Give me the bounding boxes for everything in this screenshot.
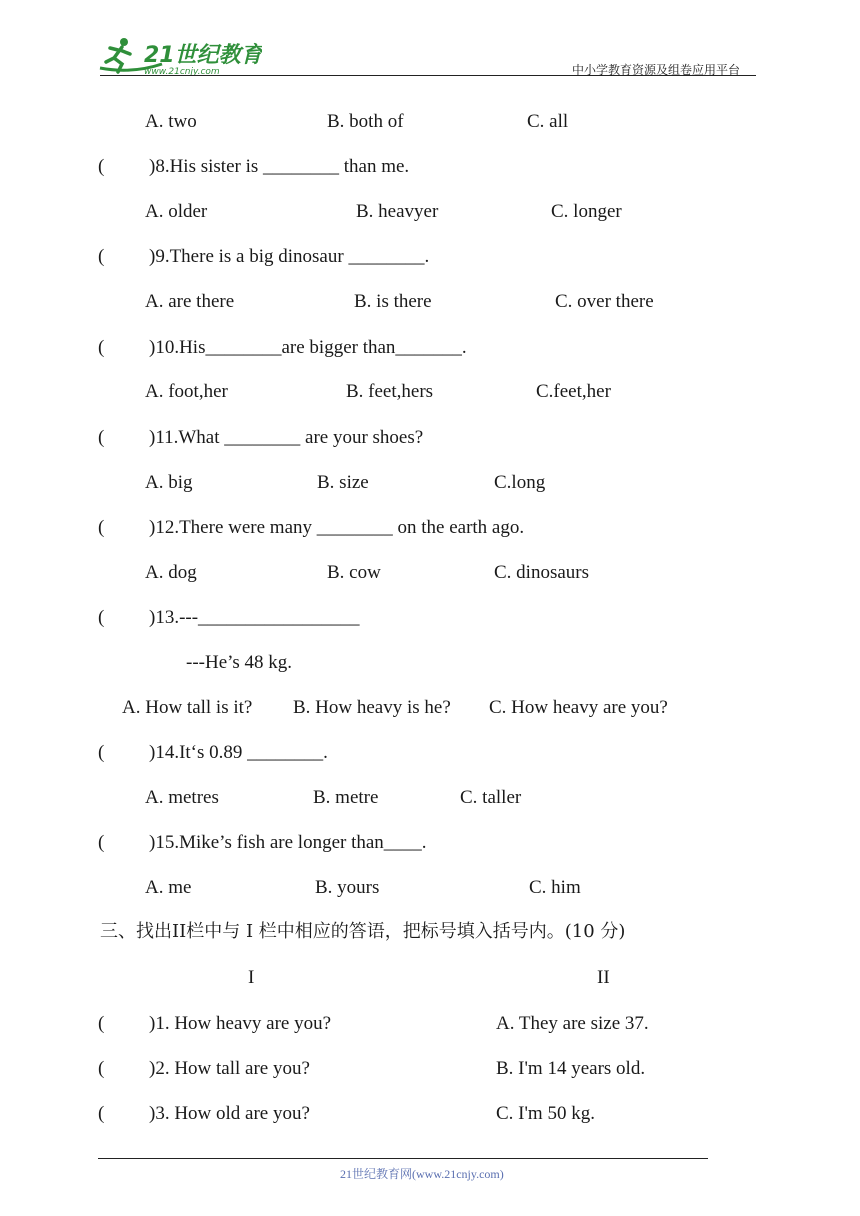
q12-option-c: C. dinosaurs [494,562,589,583]
q10-text: )10.His________are bigger than_______. [149,337,467,358]
q14-option-a: A. metres [145,787,219,808]
q11-option-b: B. size [317,472,369,493]
q7-option-b: B. both of [327,111,404,132]
footer-link[interactable]: 21世纪教育网(www.21cnjy.com) [340,1167,504,1181]
q12-option-b: B. cow [327,562,381,583]
s3-q2-paren: ( [98,1058,105,1079]
q9-option-b: B. is there [354,291,432,312]
site-logo [92,34,262,78]
footer-divider [98,1158,708,1159]
q15-paren: ( [98,832,105,853]
q13-text: )13.---_________________ [149,607,360,628]
q11-paren: ( [98,427,105,448]
runner-logo-icon [92,34,262,78]
q10-option-b: B. feet,hers [346,381,434,402]
q15-option-b: B. yours [315,877,380,898]
q15-text: )15.Mike’s fish are longer than____. [149,832,427,853]
section3-col2-header: II [597,967,610,988]
q9-option-a: A. are there [145,291,235,312]
q12-text: )12.There were many ________ on the earth ago. [149,517,525,538]
svg-text:www.21cnjy.com: www.21cnjy.com [144,67,220,77]
q9-option-c: C. over there [555,291,654,312]
q12-option-a: A. dog [145,562,197,583]
q9-paren: ( [98,246,105,267]
q13-paren: ( [98,607,105,628]
q14-option-b: B. metre [313,787,379,808]
q13-answer-line: ---He’s 48 kg. [186,652,293,673]
s3-a1-text: A. They are size 37. [496,1013,649,1034]
q15-option-c: C. him [529,877,581,898]
q8-option-b: B. heavyer [356,201,439,222]
section3-col1-header: I [248,967,255,988]
q11-option-c: C.long [494,472,546,493]
s3-q1-paren: ( [98,1013,105,1034]
q14-paren: ( [98,742,105,763]
q13-option-c: C. How heavy are you? [489,697,668,718]
s3-a2-text: B. I'm 14 years old. [496,1058,646,1079]
s3-q2-text: )2. How tall are you? [149,1058,310,1079]
q10-option-c: C.feet,her [536,381,611,402]
q12-paren: ( [98,517,105,538]
q8-option-c: C. longer [551,201,622,222]
svg-text:21世纪教育: 21世纪教育 [144,43,262,68]
q13-option-b: B. How heavy is he? [293,697,451,718]
s3-q3-paren: ( [98,1103,105,1124]
q8-option-a: A. older [145,201,208,222]
s3-q1-text: )1. How heavy are you? [149,1013,332,1034]
q10-paren: ( [98,337,105,358]
q9-text: )9.There is a big dinosaur ________. [149,246,430,267]
q10-option-a: A. foot,her [145,381,228,402]
header-divider [100,75,756,76]
q8-paren: ( [98,156,105,177]
q7-option-c: C. all [527,111,569,132]
q7-option-a: A. two [145,111,197,132]
q11-text: )11.What ________ are your shoes? [149,427,424,448]
section3-title: 三、找出II栏中与 I 栏中相应的答语，把标号填入括号内。(10 分) [100,921,626,942]
q8-text: )8.His sister is ________ than me. [149,156,410,177]
s3-q3-text: )3. How old are you? [149,1103,310,1124]
s3-a3-text: C. I'm 50 kg. [496,1103,595,1124]
q13-option-a: A. How tall is it? [122,697,253,718]
site-name: 中小学教育资源及组卷应用平台 [572,63,741,77]
q15-option-a: A. me [145,877,192,898]
q14-text: )14.It‘s 0.89 ________. [149,742,328,763]
q11-option-a: A. big [145,472,193,493]
q14-option-c: C. taller [460,787,522,808]
